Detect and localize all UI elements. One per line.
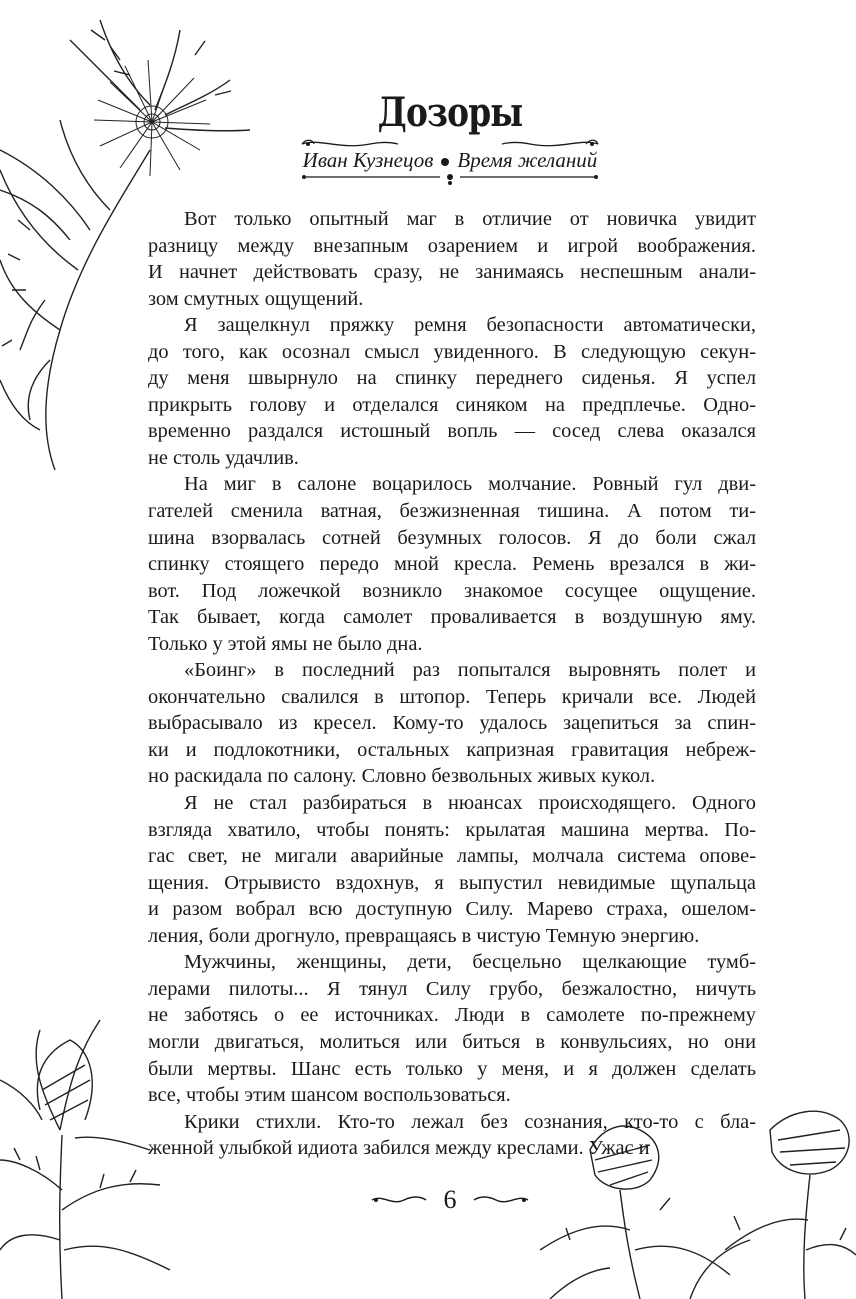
text-line: Только у этой ямы не было дна. [148, 632, 423, 655]
text-line: гателей сменила ватная, безжизненная тишина. А потом ти- [148, 500, 756, 523]
page-number: 6 [443, 1185, 457, 1214]
text-line: ду меня швырнуло на спинку переднего сиденья. Я успел [148, 367, 756, 390]
body-text [148, 206, 756, 1162]
text-line: не столь удачлив. [148, 446, 299, 469]
text-line: И начнет действовать сразу, не занимаясь неспешным анали- [148, 261, 756, 284]
text-line: Вот только опытный маг в отличие от новичка увидит [184, 208, 756, 230]
text-line: прикрыть голову и отделался синяком на предплечье. Одно- [148, 393, 756, 416]
text-line: но раскидала по салону. Словно безвольных живых кукол. [148, 765, 656, 788]
footer-ornament-right [472, 1192, 530, 1208]
text-line: могли двигаться, молиться или биться в конвульсиях, но они [148, 1030, 756, 1053]
header-ornament-bottom [300, 172, 600, 186]
paragraph [148, 471, 756, 657]
text-line: лерами пилоты... Я тянул Силу грубо, безжалостно, ничуть [148, 977, 756, 1000]
paragraph [148, 312, 756, 471]
text-line: выбрасывало из кресел. Кому-то удалось зацепиться за спин- [148, 712, 756, 735]
text-line: временно раздался истошный вопль — сосед слева оказался [148, 420, 756, 443]
author-name: Иван Кузнецов [302, 148, 434, 172]
text-line: Я не стал разбираться в нюансах происходящего. Одного [184, 792, 756, 815]
series-logo: Дозоры [377, 89, 523, 136]
text-line: все, чтобы этим шансом воспользоваться. [148, 1084, 511, 1107]
text-line: были мертвы. Шанс есть только у меня, и я должен сделать [148, 1057, 756, 1080]
paragraph [148, 1109, 756, 1162]
text-line: разницу между внезапным озарением и игрой воображения. [148, 234, 756, 257]
text-line: Мужчины, женщины, дети, бесцельно щелкающие тумб- [184, 951, 756, 974]
paragraph [148, 657, 756, 790]
page-header [300, 84, 600, 194]
book-title: Время желаний [457, 148, 598, 172]
text-line: Крики стихли. Кто-то лежал без сознания, кто-то с бла- [184, 1110, 756, 1133]
text-line: гас свет, не мигали аварийные лампы, молчала система опове- [148, 845, 756, 868]
text-line: до того, как осознал смысл увиденного. В следующую секун- [148, 340, 756, 363]
text-line: женной улыбкой идиота забился между креслами. Ужас и [148, 1137, 650, 1160]
text-line: ления, боли дрогнуло, превращаясь в чистую Темную энергию. [148, 924, 700, 947]
bullet-separator [441, 158, 449, 166]
text-line: не заботясь о ее источниках. Люди в самолете по-прежнему [148, 1004, 756, 1027]
text-line: шина взорвалась сотней безумных голосов. Я до боли сжал [148, 526, 756, 549]
text-line: щения. Отрывисто вздохнув, я выпустил невидимые щупальца [148, 871, 756, 894]
text-line: Я защелкнул пряжку ремня безопасности автоматически, [184, 314, 756, 337]
running-head [300, 146, 600, 174]
text-line: «Боинг» в последний раз попытался выровнять полет и [184, 659, 756, 682]
paragraph [148, 790, 756, 949]
text-line: На миг в салоне воцарилось молчание. Ровный гул дви- [184, 473, 756, 496]
text-line: и разом вобрал всю доступную Силу. Марево страха, ошелом- [148, 898, 756, 921]
text-line: ки и подлокотники, остальных капризная гравитация небреж- [148, 738, 756, 761]
text-line: спинку стоящего передо мной кресла. Ремень врезался в жи- [148, 553, 756, 576]
page-footer [370, 1180, 530, 1220]
text-line: Так бывает, когда самолет проваливается в воздушную яму. [148, 606, 756, 629]
text-line: зом смутных ощущений. [148, 287, 364, 310]
paragraph [148, 206, 756, 312]
text-line: окончательно свалился в штопор. Теперь кричали все. Людей [148, 685, 756, 708]
text-line: вот. Под ложечкой возникло знакомое сосущее ощущение. [148, 579, 756, 602]
text-line: взгляда хватило, чтобы понять: крылатая машина мертва. По- [148, 818, 756, 841]
paragraph [148, 949, 756, 1108]
